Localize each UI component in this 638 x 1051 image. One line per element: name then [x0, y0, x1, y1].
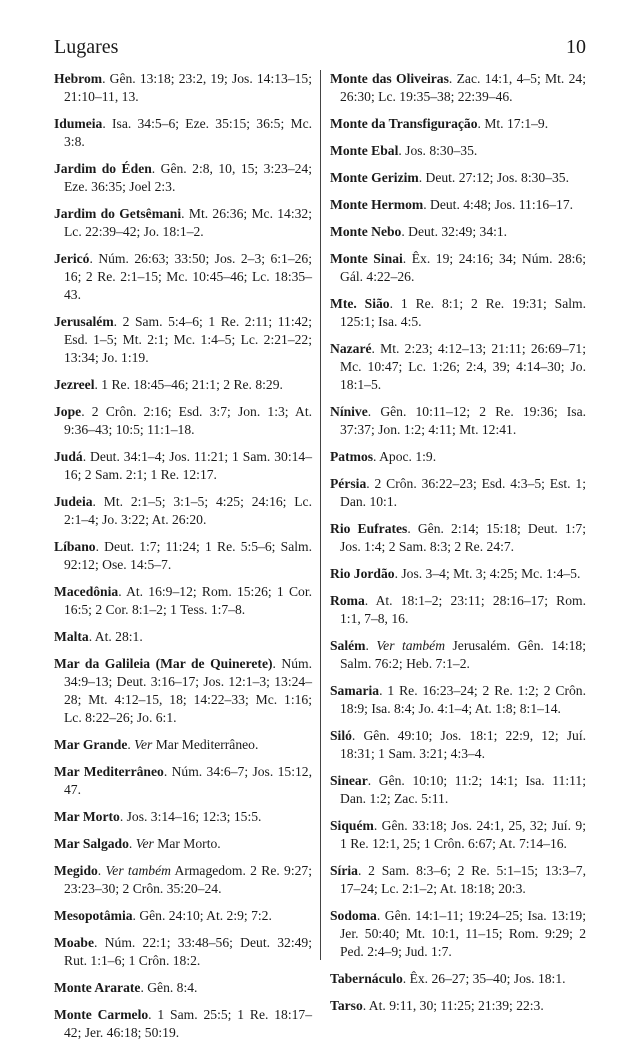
index-entry: Nínive. Gên. 10:11–12; 2 Re. 19:36; Isa. 37:37; Jon. 1:2; 4:11; Mt. 12:41. [330, 404, 587, 437]
index-entry: Tarso. At. 9:11, 30; 11:25; 21:39; 22:3. [330, 998, 544, 1013]
index-entry: Judá. Deut. 34:1–4; Jos. 11:21; 1 Sam. 30:14–16; 2 Sam. 2:1; 1 Re. 12:17. [54, 449, 312, 482]
entry-place-name: Nazaré [330, 341, 372, 356]
index-entry: Jerusalém. 2 Sam. 5:4–6; 1 Re. 2:11; 11:42; Esd. 1–5; Mt. 2:1; Mc. 1:4–5; Lc. 2:21–22; 13:34; Jo. 1:19. [54, 314, 312, 365]
entry-references: At. 9:11, 30; 11:25; 21:39; 22:3. [368, 998, 544, 1013]
entry-place-name: Hebrom [54, 71, 103, 86]
entry-place-name: Nínive [330, 404, 368, 419]
entry-place-name: Jope [54, 404, 82, 419]
entry-references: Gên. 49:10; Jos. 18:1; 22:9, 12; Juí. 18:31; 1 Sam. 3:21; 4:3–4. [340, 728, 586, 761]
entry-place-name: Mar Mediterrâneo [54, 764, 164, 779]
index-entry: Rio Jordão. Jos. 3–4; Mt. 3; 4:25; Mc. 1:4–5. [330, 566, 581, 581]
index-entry: Monte Gerizim. Deut. 27:12; Jos. 8:30–35. [330, 170, 569, 185]
entry-place-name: Síria [330, 863, 358, 878]
entry-place-name: Salém [330, 638, 366, 653]
index-entry: Monte Sinai. Êx. 19; 24:16; 34; Núm. 28:6; Gál. 4:22–26. [330, 251, 586, 284]
entry-place-name: Patmos [330, 449, 374, 464]
index-entry: Nazaré. Mt. 2:23; 4:12–13; 21:11; 26:69–71; Mc. 10:47; Lc. 1:26; 2:4, 39; 4:14–30; Jo. 18:1–5. [330, 341, 586, 392]
entry-place-name: Megido [54, 863, 98, 878]
index-entry: Jardim do Éden. Gên. 2:8, 10, 15; 3:23–24; Eze. 36:35; Joel 2:3. [54, 161, 313, 194]
index-entry: Monte Ararate. Gên. 8:4. [54, 980, 198, 995]
index-entry: Mar Mediterrâneo. Núm. 34:6–7; Jos. 15:12, 47. [54, 764, 312, 797]
entry-references: Êx. 19; 24:16; 34; Núm. 28:6; Gál. 4:22–26. [340, 251, 586, 284]
index-entry: Roma. At. 18:1–2; 23:11; 28:16–17; Rom. 1:1, 7–8, 16. [330, 593, 587, 626]
entry-references: Gên. 10:10; 11:2; 14:1; Isa. 11:11; Dan. 1:2; Zac. 5:11. [340, 773, 586, 806]
index-entry: Mar Grande. Ver Mar Mediterrâneo. [54, 737, 259, 752]
entry-place-name: Moabe [54, 935, 95, 950]
entry-place-name: Monte Nebo [330, 224, 402, 239]
entry-place-name: Monte da Transfiguração [330, 116, 478, 131]
index-entry: Monte Ebal. Jos. 8:30–35. [330, 143, 478, 158]
right-column [330, 70, 586, 1024]
entry-see-reference: Ver também [376, 638, 446, 653]
entry-place-name: Líbano [54, 539, 96, 554]
entry-references: Jos. 3–4; Mt. 3; 4:25; Mc. 1:4–5. [401, 566, 581, 581]
entry-references: Deut. 34:1–4; Jos. 11:21; 1 Sam. 30:14–16; 2 Sam. 2:1; 1 Re. 12:17. [64, 449, 312, 482]
index-entry: Samaria. 1 Re. 16:23–24; 2 Re. 1:2; 2 Crôn. 18:9; Isa. 8:4; Jo. 4:1–4; At. 1:8; 8:1–14. [330, 683, 587, 716]
index-entry: Patmos. Apoc. 1:9. [330, 449, 437, 464]
entry-references: Gên. 8:4. [147, 980, 198, 995]
entry-references: Gên. 10:11–12; 2 Re. 19:36; Isa. 37:37; Jon. 1:2; 4:11; Mt. 12:41. [340, 404, 587, 437]
entry-references: 1 Re. 8:1; 2 Re. 19:31; Salm. 125:1; Isa. 4:5. [340, 296, 586, 329]
entry-see-reference: Ver [134, 737, 153, 752]
entry-place-name: Monte Gerizim [330, 170, 419, 185]
entry-place-name: Monte Ararate [54, 980, 141, 995]
index-entry: Mar da Galileia (Mar de Quinerete). Núm. 34:9–13; Deut. 3:16–17; Jos. 12:1–3; 13:24–28; Mt. 4:12–15, 18; 14:22–33; Mc. 1:16; Lc. 8:22–26; Jo. 6:1. [54, 656, 313, 725]
entry-place-name: Mar Morto [54, 809, 120, 824]
entry-references: 2 Crôn. 36:22–23; Esd. 4:3–5; Est. 1; Dan. 10:1. [340, 476, 586, 509]
index-entry: Idumeia. Isa. 34:5–6; Eze. 35:15; 36:5; Mc. 3:8. [54, 116, 312, 149]
entry-place-name: Judeia [54, 494, 93, 509]
entry-place-name: Jerusalém [54, 314, 114, 329]
entry-place-name: Malta [54, 629, 89, 644]
entry-place-name: Sodoma [330, 908, 377, 923]
entry-references: Gên. 13:18; 23:2, 19; Jos. 14:13–15; 21:10–11, 13. [64, 71, 312, 104]
index-entry: Monte Carmelo. 1 Sam. 25:5; 1 Re. 18:17–42; Jer. 46:18; 50:19. [54, 1007, 312, 1040]
index-entry: Salém. Ver também Jerusalém. Gên. 14:18; Salm. 76:2; Heb. 7:1–2. [330, 638, 586, 671]
page-number: 10 [566, 36, 586, 58]
entry-references: Núm. 34:9–13; Deut. 3:16–17; Jos. 12:1–3; 13:24–28; Mt. 4:12–15, 18; 14:22–33; Mc. 1:16; Lc. 8:22–26; Jo. 6:1. [64, 656, 313, 725]
entry-place-name: Mesopotâmia [54, 908, 133, 923]
entry-references: Mar Mediterrâneo. [155, 737, 259, 752]
index-entry: Monte da Transfiguração. Mt. 17:1–9. [330, 116, 549, 131]
column-divider [320, 70, 321, 960]
index-entry: Judeia. Mt. 2:1–5; 3:1–5; 4:25; 24:16; Lc. 2:1–4; Jo. 3:22; At. 26:20. [54, 494, 312, 527]
entry-place-name: Monte Hermom [330, 197, 424, 212]
entry-place-name: Samaria [330, 683, 380, 698]
entry-references: Núm. 34:6–7; Jos. 15:12, 47. [64, 764, 312, 797]
index-entry: Pérsia. 2 Crôn. 36:22–23; Esd. 4:3–5; Est. 1; Dan. 10:1. [330, 476, 586, 509]
entry-place-name: Rio Jordão [330, 566, 395, 581]
index-entry: Rio Eufrates. Gên. 2:14; 15:18; Deut. 1:7; Jos. 1:4; 2 Sam. 8:3; 2 Re. 24:7. [330, 521, 587, 554]
entry-place-name: Mar Salgado [54, 836, 129, 851]
entry-references: Gên. 33:18; Jos. 24:1, 25, 32; Juí. 9; 1 Re. 12:1, 25; 1 Crôn. 6:67; At. 7:14–16. [340, 818, 586, 851]
left-column [54, 70, 312, 1051]
index-entry: Megido. Ver também Armagedom. 2 Re. 9:27; 23:23–30; 2 Crôn. 35:20–24. [54, 863, 312, 896]
entry-place-name: Monte Sinai [330, 251, 403, 266]
entry-place-name: Tabernáculo [330, 971, 403, 986]
entry-references: Mt. 26:36; Mc. 14:32; Lc. 22:39–42; Jo. 18:1–2. [64, 206, 313, 239]
index-entry: Sinear. Gên. 10:10; 11:2; 14:1; Isa. 11:11; Dan. 1:2; Zac. 5:11. [330, 773, 586, 806]
index-entry: Siló. Gên. 49:10; Jos. 18:1; 22:9, 12; Juí. 18:31; 1 Sam. 3:21; 4:3–4. [330, 728, 586, 761]
index-entry: Líbano. Deut. 1:7; 11:24; 1 Re. 5:5–6; Salm. 92:12; Ose. 14:5–7. [54, 539, 312, 572]
index-entry: Mte. Sião. 1 Re. 8:1; 2 Re. 19:31; Salm. 125:1; Isa. 4:5. [330, 296, 586, 329]
entry-see-reference: Ver [135, 836, 154, 851]
entry-references: 1 Re. 18:45–46; 21:1; 2 Re. 8:29. [101, 377, 283, 392]
entry-references: Deut. 1:7; 11:24; 1 Re. 5:5–6; Salm. 92:12; Ose. 14:5–7. [64, 539, 312, 572]
index-entry: Jezreel. 1 Re. 18:45–46; 21:1; 2 Re. 8:29. [54, 377, 283, 392]
index-entry: Hebrom. Gên. 13:18; 23:2, 19; Jos. 14:13–15; 21:10–11, 13. [54, 71, 312, 104]
index-entry: Macedônia. At. 16:9–12; Rom. 15:26; 1 Cor. 16:5; 2 Cor. 8:1–2; 1 Tess. 1:7–8. [54, 584, 313, 617]
entry-references: At. 16:9–12; Rom. 15:26; 1 Cor. 16:5; 2 Cor. 8:1–2; 1 Tess. 1:7–8. [64, 584, 313, 617]
entry-place-name: Siquém [330, 818, 374, 833]
entry-references: Jos. 8:30–35. [405, 143, 478, 158]
index-entry: Tabernáculo. Êx. 26–27; 35–40; Jos. 18:1. [330, 971, 566, 986]
page-header [54, 36, 586, 60]
entry-references: Mar Morto. [157, 836, 221, 851]
page-title: Lugares [54, 36, 119, 58]
entry-place-name: Jericó [54, 251, 90, 266]
entry-references: Gên. 2:14; 15:18; Deut. 1:7; Jos. 1:4; 2 Sam. 8:3; 2 Re. 24:7. [340, 521, 587, 554]
entry-references: Gên. 24:10; At. 2:9; 7:2. [139, 908, 272, 923]
entry-place-name: Monte Ebal [330, 143, 399, 158]
entry-references: Isa. 34:5–6; Eze. 35:15; 36:5; Mc. 3:8. [64, 116, 312, 149]
entry-place-name: Mte. Sião [330, 296, 390, 311]
entry-place-name: Mar Grande [54, 737, 128, 752]
entry-place-name: Monte Carmelo [54, 1007, 149, 1022]
entry-place-name: Roma [330, 593, 365, 608]
entry-place-name: Macedônia [54, 584, 119, 599]
entry-references: Armagedom. 2 Re. 9:27; 23:23–30; 2 Crôn. 35:20–24. [64, 863, 312, 896]
entry-references: 1 Re. 16:23–24; 2 Re. 1:2; 2 Crôn. 18:9; Isa. 8:4; Jo. 4:1–4; At. 1:8; 8:1–14. [340, 683, 587, 716]
entry-place-name: Siló [330, 728, 352, 743]
entry-place-name: Rio Eufrates [330, 521, 408, 536]
entry-references: 2 Sam. 8:3–6; 2 Re. 5:1–15; 13:3–7, 17–24; Lc. 2:1–2; At. 18:18; 20:3. [340, 863, 587, 896]
index-entry: Monte Nebo. Deut. 32:49; 34:1. [330, 224, 508, 239]
entry-references: 2 Sam. 5:4–6; 1 Re. 2:11; 11:42; Esd. 1–5; Mt. 2:1; Mc. 1:4–5; Lc. 2:21–22; 13:34; Jo. 1:19. [64, 314, 312, 365]
index-entry: Mar Salgado. Ver Mar Morto. [54, 836, 221, 851]
entry-place-name: Tarso [330, 998, 363, 1013]
entry-place-name: Sinear [330, 773, 368, 788]
entry-references: Deut. 27:12; Jos. 8:30–35. [425, 170, 569, 185]
entry-place-name: Jezreel [54, 377, 95, 392]
index-entry: Jardim do Getsêmani. Mt. 26:36; Mc. 14:32; Lc. 22:39–42; Jo. 18:1–2. [54, 206, 313, 239]
entry-references: Deut. 32:49; 34:1. [408, 224, 508, 239]
entry-place-name: Jardim do Getsêmani [54, 206, 182, 221]
entry-references: Jos. 3:14–16; 12:3; 15:5. [126, 809, 262, 824]
index-entry: Sodoma. Gên. 14:1–11; 19:24–25; Isa. 13:19; Jer. 50:40; Mt. 10:1, 11–15; Rom. 9:29; 2 Ped. 2:4–9; Jud. 1:7. [330, 908, 587, 959]
index-entry: Siquém. Gên. 33:18; Jos. 24:1, 25, 32; Juí. 9; 1 Re. 12:1, 25; 1 Crôn. 6:67; At. 7:14–16. [330, 818, 586, 851]
index-entry: Malta. At. 28:1. [54, 629, 143, 644]
entry-references: Gên. 14:1–11; 19:24–25; Isa. 13:19; Jer. 50:40; Mt. 10:1, 11–15; Rom. 9:29; 2 Ped. 2:4–9; Jud. 1:7. [340, 908, 587, 959]
entry-place-name: Mar da Galileia (Mar de Quinerete) [54, 656, 273, 671]
entry-references: At. 18:1–2; 23:11; 28:16–17; Rom. 1:1, 7–8, 16. [340, 593, 587, 626]
entry-references: Gên. 2:8, 10, 15; 3:23–24; Eze. 36:35; Joel 2:3. [64, 161, 313, 194]
entry-references: Êx. 26–27; 35–40; Jos. 18:1. [409, 971, 566, 986]
entry-references: Apoc. 1:9. [379, 449, 437, 464]
entry-references: 1 Sam. 25:5; 1 Re. 18:17–42; Jer. 46:18; 50:19. [64, 1007, 312, 1040]
entry-place-name: Idumeia [54, 116, 103, 131]
entry-place-name: Jardim do Éden [54, 161, 152, 176]
entry-references: Zac. 14:1, 4–5; Mt. 24; 26:30; Lc. 19:35–38; 22:39–46. [340, 71, 586, 104]
entry-place-name: Pérsia [330, 476, 367, 491]
index-entry: Monte das Oliveiras. Zac. 14:1, 4–5; Mt. 24; 26:30; Lc. 19:35–38; 22:39–46. [330, 71, 586, 104]
entry-references: At. 28:1. [94, 629, 143, 644]
entry-references: Jerusalém. Gên. 14:18; Salm. 76:2; Heb. 7:1–2. [340, 638, 586, 671]
index-entry: Mar Morto. Jos. 3:14–16; 12:3; 15:5. [54, 809, 262, 824]
entry-references: 2 Crôn. 2:16; Esd. 3:7; Jon. 1:3; At. 9:36–43; 10:5; 11:1–18. [64, 404, 313, 437]
entry-references: Deut. 4:48; Jos. 11:16–17. [430, 197, 574, 212]
entry-place-name: Judá [54, 449, 83, 464]
entry-place-name: Monte das Oliveiras [330, 71, 449, 86]
index-entry: Jericó. Núm. 26:63; 33:50; Jos. 2–3; 6:1–26; 16; 2 Re. 2:1–15; Mc. 10:45–46; Lc. 18:35–43. [54, 251, 312, 302]
entry-references: Núm. 26:63; 33:50; Jos. 2–3; 6:1–26; 16; 2 Re. 2:1–15; Mc. 10:45–46; Lc. 18:35–43. [64, 251, 312, 302]
index-entry: Moabe. Núm. 22:1; 33:48–56; Deut. 32:49; Rut. 1:1–6; 1 Crôn. 18:2. [54, 935, 312, 968]
entry-references: Núm. 22:1; 33:48–56; Deut. 32:49; Rut. 1:1–6; 1 Crôn. 18:2. [64, 935, 312, 968]
entry-references: Mt. 17:1–9. [484, 116, 549, 131]
entry-references: Mt. 2:23; 4:12–13; 21:11; 26:69–71; Mc. 10:47; Lc. 1:26; 2:4, 39; 4:14–30; Jo. 18:1–5. [340, 341, 586, 392]
index-entry: Monte Hermom. Deut. 4:48; Jos. 11:16–17. [330, 197, 574, 212]
index-entry: Síria. 2 Sam. 8:3–6; 2 Re. 5:1–15; 13:3–7, 17–24; Lc. 2:1–2; At. 18:18; 20:3. [330, 863, 587, 896]
index-entry: Jope. 2 Crôn. 2:16; Esd. 3:7; Jon. 1:3; At. 9:36–43; 10:5; 11:1–18. [54, 404, 313, 437]
entry-references: Mt. 2:1–5; 3:1–5; 4:25; 24:16; Lc. 2:1–4; Jo. 3:22; At. 26:20. [64, 494, 312, 527]
entry-see-reference: Ver também [105, 863, 171, 878]
index-entry: Mesopotâmia. Gên. 24:10; At. 2:9; 7:2. [54, 908, 272, 923]
